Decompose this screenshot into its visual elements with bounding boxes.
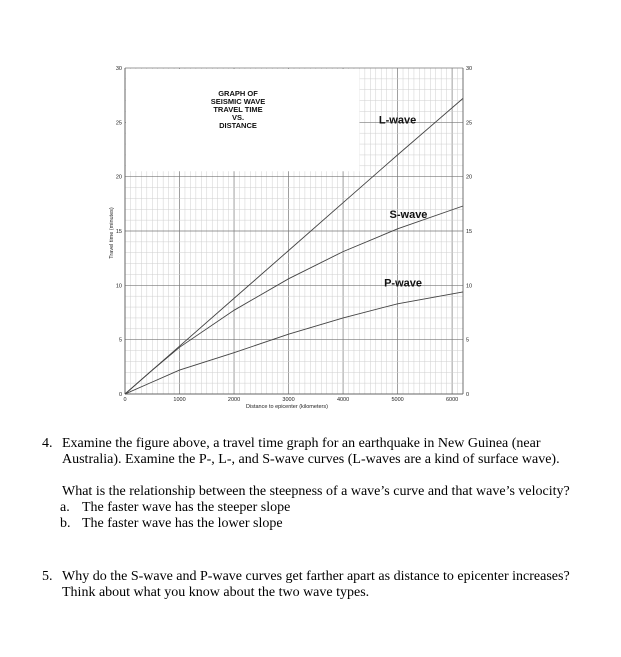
y-tick-label-left: 20 bbox=[115, 174, 122, 181]
chart-title-line-4: VS. bbox=[231, 113, 245, 122]
chart-title-line-1: GRAPH OF bbox=[218, 89, 258, 98]
y-tick-label-left: 5 bbox=[118, 337, 122, 344]
x-tick-label: 0 bbox=[123, 397, 127, 403]
x-tick-label: 1000 bbox=[173, 397, 186, 403]
y-tick-label-left: 0 bbox=[118, 392, 122, 398]
y-tick-label-left: 25 bbox=[115, 120, 122, 127]
question-4-line-1: Examine the figure above, a travel time graph for an earthquake in New Guinea (near bbox=[62, 436, 541, 451]
question-4-line-2: Australia). Examine the P-, L-, and S-wave curves (L-waves are a kind of surface wave). bbox=[62, 452, 560, 467]
question-5 bbox=[42, 569, 612, 601]
question-4-options bbox=[60, 500, 612, 532]
question-5-line-2: Think about what you know about the two wave types. bbox=[62, 585, 370, 600]
y-tick-label-right: 20 bbox=[466, 174, 473, 181]
option-a[interactable] bbox=[60, 500, 612, 516]
option-a-text: The faster wave has the steeper slope bbox=[82, 500, 291, 515]
y-tick-label-right: 15 bbox=[466, 229, 473, 235]
chart-title-line-2: SEISMIC WAVE bbox=[210, 97, 266, 106]
y-tick-label-right: 0 bbox=[466, 392, 470, 398]
y-tick-label-left: 30 bbox=[115, 66, 122, 72]
x-tick-label: 5000 bbox=[391, 397, 404, 403]
option-b[interactable] bbox=[60, 516, 612, 532]
s-wave-label: S-wave bbox=[389, 208, 428, 221]
y-tick-label-right: 25 bbox=[466, 120, 473, 127]
option-b-text: The faster wave has the lower slope bbox=[82, 516, 283, 531]
x-tick-label: 2000 bbox=[227, 397, 241, 403]
p-wave-label: P-wave bbox=[384, 277, 422, 290]
y-tick-label-left: 10 bbox=[115, 283, 122, 290]
question-4-prompt: What is the relationship between the steepness of a wave’s curve and that wave’s velocity? bbox=[62, 484, 570, 499]
option-b-letter: b. bbox=[60, 516, 71, 531]
y-tick-label-right: 30 bbox=[466, 66, 473, 72]
y-axis-label: Travel time (minutes) bbox=[109, 207, 115, 259]
x-tick-label: 6000 bbox=[445, 397, 459, 403]
chart-title-line-5: DISTANCE bbox=[219, 121, 257, 130]
x-axis-label: Distance to epicenter (kilometers) bbox=[246, 404, 328, 410]
question-4-number: 4. bbox=[42, 436, 53, 451]
question-5-line-1: Why do the S-wave and P-wave curves get farther apart as distance to epicenter increases? bbox=[62, 569, 570, 584]
x-tick-label: 3000 bbox=[282, 397, 295, 403]
x-tick-label: 4000 bbox=[336, 397, 350, 403]
question-4 bbox=[42, 436, 612, 532]
option-a-letter: a. bbox=[60, 500, 70, 515]
y-tick-label-right: 10 bbox=[466, 283, 473, 290]
y-tick-label-right: 5 bbox=[466, 337, 470, 344]
y-tick-label-left: 15 bbox=[115, 229, 122, 235]
question-5-number: 5. bbox=[42, 569, 53, 584]
l-wave-label: L-wave bbox=[378, 114, 417, 127]
chart-title-line-3: TRAVEL TIME bbox=[213, 105, 263, 114]
